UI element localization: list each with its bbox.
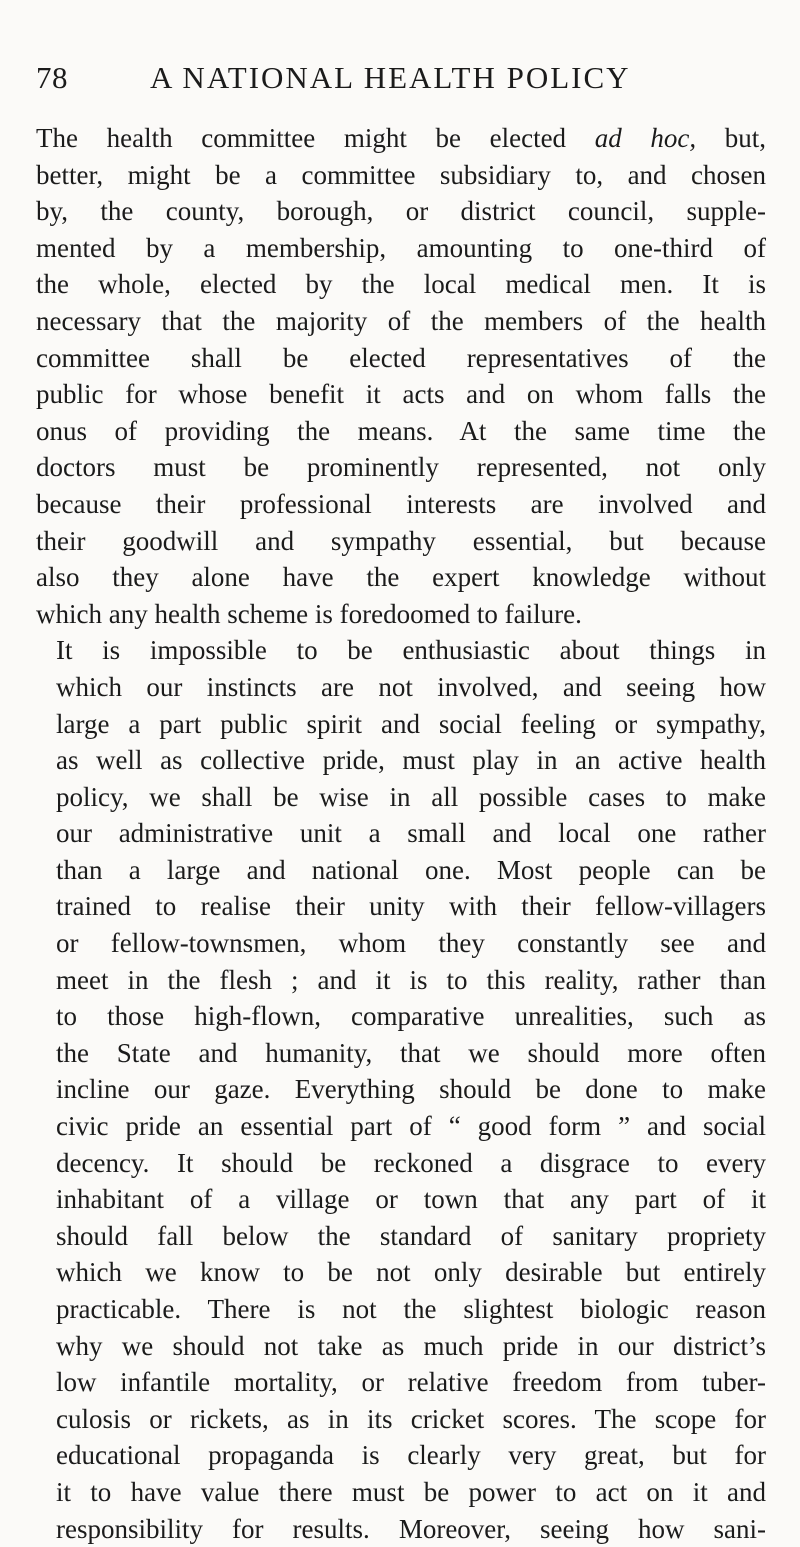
text-line: large a part public spirit and social feeling or sympathy, (56, 708, 766, 739)
text-line: trained to realise their unity with their fellow-villagers (56, 891, 766, 922)
text-line: meet in the flesh ; and it is to this reality, rather than (56, 964, 766, 995)
text-line: which we know to be not only desirable but entirely (56, 1257, 766, 1288)
text-line: the whole, elected by the local medical men. It is (36, 269, 766, 300)
text-line: necessary that the majority of the members of the health (36, 305, 766, 336)
text-line: because their professional interests are involved and (36, 488, 766, 519)
text-line: onus of providing the means. At the same time the (36, 415, 766, 446)
text-line: why we should not take as much pride in our district’s (56, 1330, 766, 1361)
text-line: the State and humanity, that we should more often (56, 1037, 766, 1068)
running-title: A NATIONAL HEALTH POLICY (150, 60, 631, 95)
text-line: also they alone have the expert knowledge without (36, 562, 766, 593)
text-line: committee shall be elected representatives of the (36, 342, 766, 373)
text-line: their goodwill and sympathy essential, but because (36, 525, 766, 556)
text-span: The health committee might be elected (36, 123, 595, 153)
text-line: practicable. There is not the slightest biologic reason (56, 1294, 766, 1324)
text-line: to those high-flown, comparative unrealities, such as (56, 1001, 766, 1032)
page-number: 78 (36, 60, 68, 95)
text-line: civic pride an essential part of “ good form ” and social (56, 1111, 766, 1142)
text-line: than a large and national one. Most people can be (56, 854, 766, 885)
text-line: doctors must be prominently represented, not only (36, 452, 766, 483)
text-line: public for whose benefit it acts and on whom falls the (36, 379, 766, 410)
text-line: should fall below the standard of sanitary propriety (56, 1220, 766, 1251)
text-line: low infantile mortality, or relative freedom from tuber- (56, 1367, 766, 1398)
text-line: by, the county, borough, or district council, supple- (36, 196, 766, 227)
text-line: It is impossible to be enthusiastic about things in (56, 635, 766, 666)
text-line: educational propaganda is clearly very great, but for (56, 1440, 766, 1471)
text-line: which any health scheme is foredoomed to failure. (36, 598, 582, 629)
text-line: as well as collective pride, must play in an active health (56, 745, 766, 776)
text-line: decency. It should be reckoned a disgrace to every (56, 1147, 766, 1178)
text-span: but, (696, 123, 766, 153)
text-line: incline our gaze. Everything should be done to make (56, 1074, 766, 1105)
text-line: or fellow-townsmen, whom they constantly see and (56, 928, 766, 959)
text-line (36, 120, 766, 157)
text-line: our administrative unit a small and local one rather (56, 818, 766, 849)
text-line: policy, we shall be wise in all possible cases to make (56, 781, 766, 812)
running-head (36, 60, 766, 100)
italic-phrase: ad hoc, (594, 123, 697, 153)
text-line: responsibility for results. Moreover, seeing how sani- (56, 1513, 766, 1544)
text-line: mented by a membership, amounting to one-third of (36, 232, 766, 263)
text-line: culosis or rickets, as in its cricket scores. The scope for (56, 1403, 766, 1434)
paragraph-1 (36, 120, 766, 632)
text-line: it to have value there must be power to act on it and (56, 1476, 766, 1507)
text-line: which our instincts are not involved, and seeing how (56, 671, 766, 702)
paragraph-2 (36, 632, 766, 1547)
text-line: better, might be a committee subsidiary to, and chosen (36, 159, 766, 190)
text-line: inhabitant of a village or town that any part of it (56, 1184, 766, 1215)
